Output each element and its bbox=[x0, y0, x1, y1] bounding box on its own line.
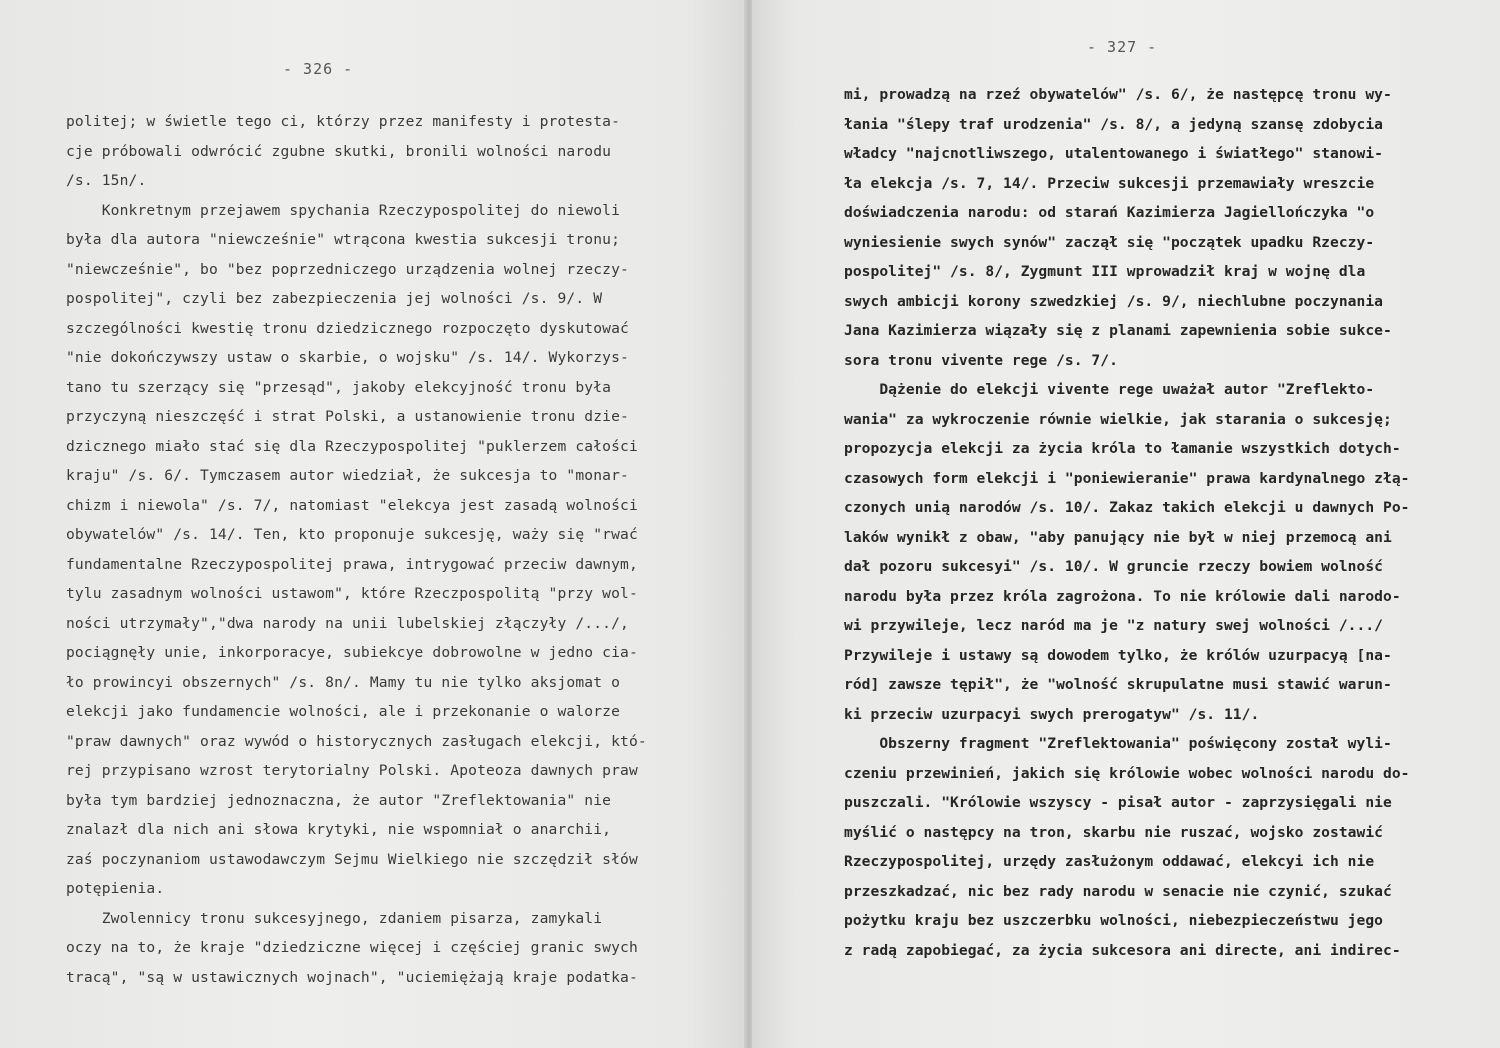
text-line: czeniu przewinień, jakich się królowie wobec wolności narodu do- bbox=[844, 764, 1410, 782]
text-line: Konkretnym przejawem spychania Rzeczypospolitej do niewoli bbox=[66, 201, 621, 219]
left-page-number: - 326 - bbox=[283, 60, 354, 78]
text-line: laków wynikł z obaw, "aby panujący nie był w niej przemocą ani bbox=[844, 528, 1392, 546]
text-line: wania" za wykroczenie równie wielkie, jak starania o sukcesję; bbox=[844, 410, 1392, 428]
left-page bbox=[0, 0, 746, 1048]
text-line: chizm i niewola" /s. 7/, natomiast "elekcya jest zasadą wolności bbox=[66, 496, 638, 514]
text-line: elekcji jako fundamencie wolności, ale i przekonanie o walorze bbox=[66, 703, 621, 720]
text-line: przyczyną nieszczęść i strat Polski, a ustanowienie tronu dzie- bbox=[66, 408, 629, 425]
text-line: ła elekcja /s. 7, 14/. Przeciw sukcesji przemawiały wreszcie bbox=[844, 174, 1375, 192]
text-line: była dla autora "niewcześnie" wtrącona kwestia sukcesji tronu; bbox=[66, 231, 621, 248]
text-line: pospolitej", czyli bez zabezpieczenia jej wolności /s. 9/. W bbox=[66, 290, 603, 307]
text-line: ród] zawsze tępił", że "wolność skrupulatne musi stawić warun- bbox=[844, 676, 1392, 693]
text-line: kraju" /s. 6/. Tymczasem autor wiedział, że sukcesja to "monar- bbox=[66, 467, 629, 484]
text-line: dał pozoru sukcesyi" /s. 10/. W gruncie rzeczy bowiem wolność bbox=[844, 558, 1384, 575]
text-line: czonych unią narodów /s. 10/. Zakaz takich elekcji u dawnych Po- bbox=[844, 499, 1410, 516]
left-page-text bbox=[66, 107, 666, 992]
text-line: Obszerny fragment "Zreflektowania" poświęcony został wyli- bbox=[844, 735, 1392, 752]
text-line: "niewcześnie", bo "bez poprzedniczego urządzenia wolnej rzeczy- bbox=[66, 260, 629, 278]
text-line: narodu była przez króla zagrożona. To nie królowie dali narodo- bbox=[844, 587, 1401, 605]
right-page bbox=[752, 0, 1500, 1048]
text-line: wyniesienie swych synów" zaczął się "początek upadku Rzeczy- bbox=[844, 233, 1375, 251]
text-line: myślić o następcy na tron, skarbu nie ruszać, wojsko zostawić bbox=[844, 823, 1384, 841]
text-line: znalazł dla nich ani słowa krytyki, nie wspomniał o anarchii, bbox=[66, 821, 612, 838]
text-line: Rzeczypospolitej, urzędy zasłużonym oddawać, elekcyi ich nie bbox=[844, 853, 1375, 870]
text-line: politej; w świetle tego ci, którzy przez manifesty i protesta- bbox=[66, 113, 621, 130]
text-line: swych ambicji korony szwedzkiej /s. 9/, niechlubne poczynania bbox=[844, 292, 1384, 310]
text-line: Dążenie do elekcji vivente rege uważał autor "Zreflekto- bbox=[844, 381, 1375, 398]
text-line: Zwolennicy tronu sukcesyjnego, zdaniem pisarza, zamykali bbox=[66, 909, 603, 927]
text-line: tracą", "są w ustawicznych wojnach", "uciemiężają kraje podatka- bbox=[66, 968, 638, 986]
text-line: mi, prowadzą na rzeź obywatelów" /s. 6/, że następcę tronu wy- bbox=[844, 86, 1392, 103]
text-line: /s. 15n/. bbox=[66, 172, 147, 189]
text-line: ło prowincyi obszernych" /s. 8n/. Mamy tu nie tylko aksjomat o bbox=[66, 673, 621, 691]
text-line: ki przeciw uzurpacyi swych prerogatyw" /s. 11/. bbox=[844, 705, 1260, 723]
text-line: pospolitej" /s. 8/, Zygmunt III wprowadził kraj w wojnę dla bbox=[844, 263, 1366, 280]
text-line: tylu zasadnym wolności ustawom", które Rzeczpospolitą "przy wol- bbox=[66, 585, 638, 602]
text-line: "nie dokończywszy ustaw o skarbie, o wojsku" /s. 14/. Wykorzys- bbox=[66, 349, 629, 366]
text-line: władcy "najcnotliwszego, utalentowanego i światłego" stanowi- bbox=[844, 145, 1384, 162]
text-line: pożytku kraju bez uszczerbku wolności, niebezpieczeństwu jego bbox=[844, 912, 1384, 929]
right-page-text bbox=[844, 80, 1438, 965]
text-line: czasowych form elekcji i "poniewieranie" prawa kardynalnego złą- bbox=[844, 469, 1410, 487]
right-page-number: - 327 - bbox=[1087, 38, 1158, 56]
text-line: pociągnęły unie, inkorporacye, subiekcye dobrowolne w jedno cia- bbox=[66, 644, 638, 661]
text-line: fundamentalne Rzeczypospolitej prawa, intrygować przeciw dawnym, bbox=[66, 555, 638, 573]
text-line: ności utrzymały","dwa narody na unii lubelskiej złączyły /.../, bbox=[66, 614, 629, 632]
text-line: zaś poczynaniom ustawodawczym Sejmu Wielkiego nie szczędził słów bbox=[66, 850, 638, 868]
text-line: Przywileje i ustawy są dowodem tylko, że królów uzurpacyą [na- bbox=[844, 646, 1392, 664]
text-line: propozycja elekcji za życia króla to łamanie wszystkich dotych- bbox=[844, 440, 1401, 457]
text-line: cje próbowali odwrócić zgubne skutki, bronili wolności narodu bbox=[66, 142, 612, 160]
text-line: dzicznego miało stać się dla Rzeczypospolitej "puklerzem całości bbox=[66, 437, 638, 455]
text-line: wi przywileje, lecz naród ma je "z natury swej wolności /.../ bbox=[844, 617, 1384, 634]
text-line: sora tronu vivente rege /s. 7/. bbox=[844, 351, 1118, 369]
text-line: puszczali. "Królowie wszyscy - pisał autor - zaprzysięgali nie bbox=[844, 794, 1392, 811]
text-line: łania "ślepy traf urodzenia" /s. 8/, a jedyną szansę zdobycia bbox=[844, 115, 1384, 133]
text-line: obywatelów" /s. 14/. Ten, kto proponuje sukcesję, waży się "rwać bbox=[66, 526, 638, 543]
text-line: szczególności kwestię tronu dziedzicznego rozpoczęto dyskutować bbox=[66, 319, 629, 337]
text-line: przeszkadzać, nic bez rady narodu w senacie nie czynić, szukać bbox=[844, 882, 1392, 900]
text-line: tano tu szerzący się "przesąd", jakoby elekcyjność tronu była bbox=[66, 378, 612, 396]
text-line: była tym bardziej jednoznaczna, że autor "Zreflektowania" nie bbox=[66, 791, 612, 809]
text-line: "praw dawnych" oraz wywód o historycznych zasługach elekcji, któ- bbox=[66, 732, 647, 750]
text-line: doświadczenia narodu: od starań Kazimierza Jagiellończyka "o bbox=[844, 204, 1375, 221]
text-line: Jana Kazimierza wiązały się z planami zapewnienia sobie sukce- bbox=[844, 322, 1392, 339]
text-line: potępienia. bbox=[66, 880, 165, 897]
text-line: oczy na to, że kraje "dziedziczne więcej i częściej granic swych bbox=[66, 939, 638, 956]
text-line: rej przypisano wzrost terytorialny Polski. Apoteoza dawnych praw bbox=[66, 762, 638, 779]
text-line: z radą zapobiegać, za życia sukcesora ani directe, ani indirec- bbox=[844, 941, 1401, 959]
